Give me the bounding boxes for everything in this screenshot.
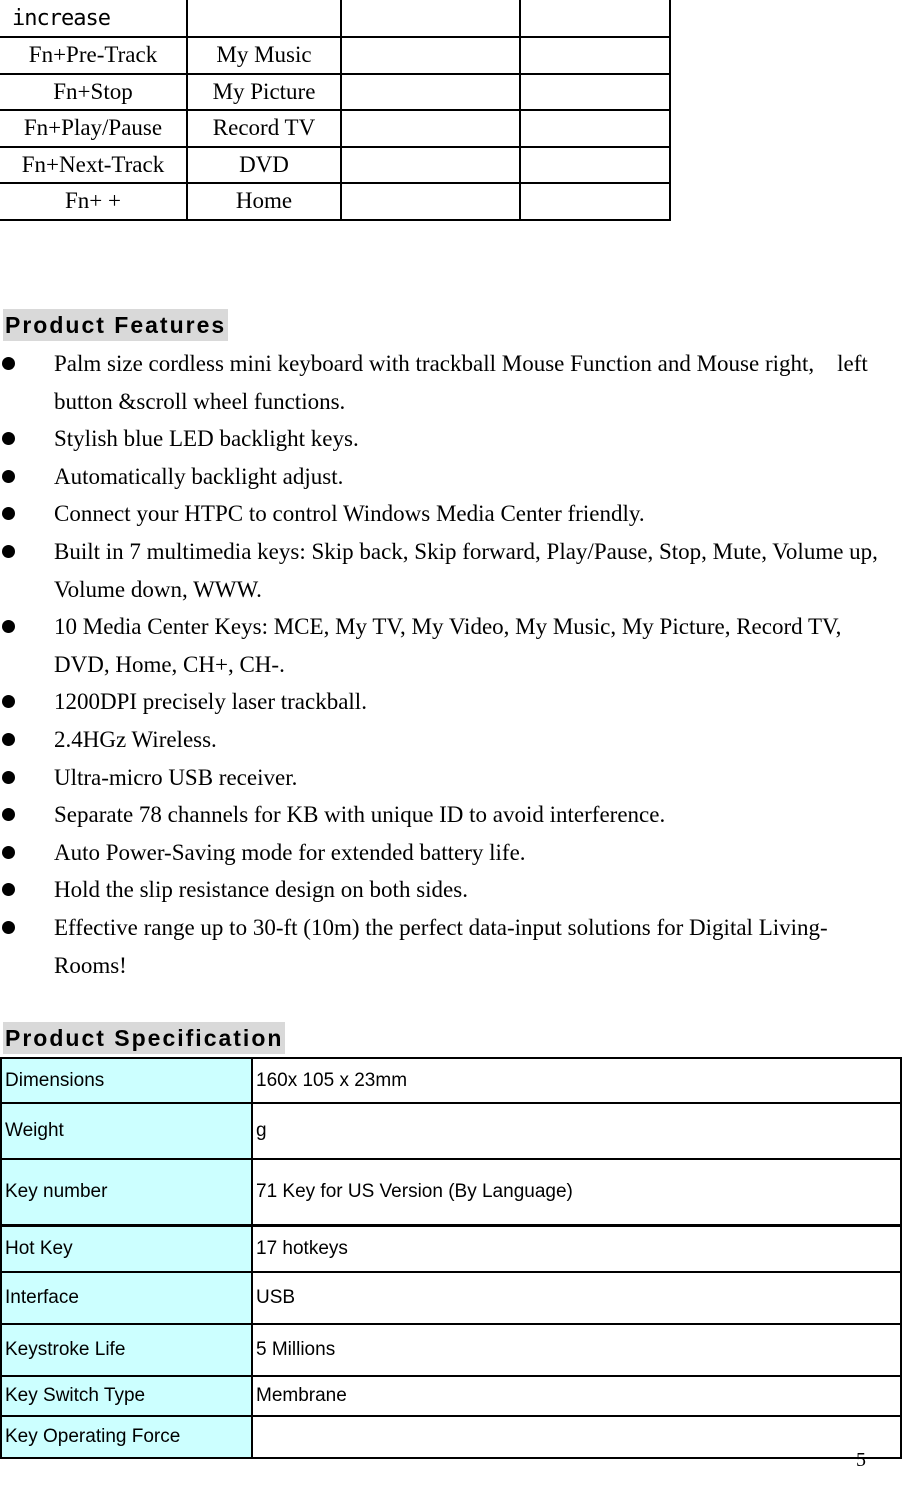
bullet-icon bbox=[2, 507, 15, 520]
bullet-icon bbox=[2, 883, 15, 896]
spec-value bbox=[252, 1416, 901, 1458]
bullet-icon bbox=[2, 357, 15, 370]
hotkey-cell bbox=[341, 37, 520, 74]
feature-text: Connect your HTPC to control Windows Media Center friendly. bbox=[54, 501, 645, 527]
feature-item bbox=[0, 495, 880, 533]
page-number: 5 bbox=[856, 1449, 866, 1471]
feature-text: Auto Power-Saving mode for extended battery life. bbox=[54, 839, 526, 865]
bullet-icon bbox=[2, 620, 15, 633]
feature-item bbox=[0, 834, 880, 872]
feature-item bbox=[0, 796, 880, 834]
hotkey-cell bbox=[341, 0, 520, 37]
spec-row bbox=[1, 1324, 901, 1376]
hotkey-cell: Fn+Next-Track bbox=[0, 147, 187, 184]
spec-row bbox=[1, 1376, 901, 1416]
spec-row bbox=[1, 1272, 901, 1324]
spec-value: Membrane bbox=[252, 1376, 901, 1416]
feature-text: 1200DPI precisely laser trackball. bbox=[54, 689, 367, 715]
bullet-icon bbox=[2, 846, 15, 859]
feature-item bbox=[0, 458, 880, 496]
hotkey-cell bbox=[520, 0, 670, 37]
features-heading: Product Features bbox=[3, 309, 228, 341]
bullet-icon bbox=[2, 808, 15, 821]
bullet-icon bbox=[2, 771, 15, 784]
hotkey-cell bbox=[341, 110, 520, 147]
feature-item bbox=[0, 420, 880, 458]
feature-item bbox=[0, 683, 880, 721]
feature-text: Ultra-micro USB receiver. bbox=[54, 764, 298, 790]
spec-value: 160x 105 x 23mm bbox=[252, 1058, 901, 1103]
bullet-icon bbox=[2, 695, 15, 708]
spec-label: Interface bbox=[1, 1272, 252, 1324]
hotkey-cell bbox=[341, 183, 520, 220]
feature-text: Stylish blue LED backlight keys. bbox=[54, 426, 359, 452]
feature-item bbox=[0, 533, 880, 608]
feature-text: Built in 7 multimedia keys: Skip back, Skip forward, Play/Pause, Stop, Mute, Volume up, Volume down, WWW. bbox=[54, 538, 878, 602]
spec-row bbox=[1, 1103, 901, 1159]
feature-text: Hold the slip resistance design on both sides. bbox=[54, 877, 468, 903]
hotkey-row bbox=[0, 74, 670, 111]
hotkey-cell: Fn+Play/Pause bbox=[0, 110, 187, 147]
feature-item bbox=[0, 345, 880, 420]
hotkey-cell bbox=[187, 0, 341, 37]
spec-label: Weight bbox=[1, 1103, 252, 1159]
spec-value: g bbox=[252, 1103, 901, 1159]
spec-value: 5 Millions bbox=[252, 1324, 901, 1376]
hotkey-row bbox=[0, 37, 670, 74]
spec-row bbox=[1, 1159, 901, 1225]
feature-text: Palm size cordless mini keyboard with trackball Mouse Function and Mouse right, left button &scroll wheel functions. bbox=[54, 351, 868, 414]
hotkey-cell: DVD bbox=[187, 147, 341, 184]
bullet-icon bbox=[2, 470, 15, 483]
hotkey-cell bbox=[520, 74, 670, 111]
hotkey-cell bbox=[520, 183, 670, 220]
hotkey-row bbox=[0, 183, 670, 220]
spec-label: Hot Key bbox=[1, 1225, 252, 1272]
hotkey-cell bbox=[520, 110, 670, 147]
hotkey-cell bbox=[520, 37, 670, 74]
hotkey-cell: Fn+Pre-Track bbox=[0, 37, 187, 74]
feature-item bbox=[0, 759, 880, 797]
specification-heading: Product Specification bbox=[3, 1022, 285, 1054]
bullet-icon bbox=[2, 432, 15, 445]
spec-label: Key Operating Force bbox=[1, 1416, 252, 1458]
specification-table bbox=[0, 1057, 902, 1459]
hotkey-cell: Home bbox=[187, 183, 341, 220]
hotkey-table bbox=[0, 0, 671, 221]
spec-value: 71 Key for US Version (By Language) bbox=[252, 1159, 901, 1225]
hotkey-table-body bbox=[0, 0, 670, 220]
bullet-icon bbox=[2, 733, 15, 746]
specification-table-body bbox=[1, 1058, 901, 1458]
feature-text: 10 Media Center Keys: MCE, My TV, My Video, My Music, My Picture, Record TV, DVD, Home, CH+, CH-. bbox=[54, 614, 842, 677]
feature-text: Effective range up to 30-ft (10m) the perfect data-input solutions for Digital Living-Rooms! bbox=[54, 914, 828, 978]
hotkey-cell: increase bbox=[0, 0, 187, 37]
hotkey-cell: My Picture bbox=[187, 74, 341, 111]
hotkey-cell: My Music bbox=[187, 37, 341, 74]
spec-label: Keystroke Life bbox=[1, 1324, 252, 1376]
feature-item bbox=[0, 608, 880, 683]
spec-label: Key number bbox=[1, 1159, 252, 1225]
bullet-icon bbox=[2, 921, 15, 934]
bullet-icon bbox=[2, 545, 15, 558]
spec-label: Key Switch Type bbox=[1, 1376, 252, 1416]
feature-text: Separate 78 channels for KB with unique ID to avoid interference. bbox=[54, 802, 666, 828]
spec-row bbox=[1, 1416, 901, 1458]
hotkey-row bbox=[0, 0, 670, 37]
hotkey-row bbox=[0, 147, 670, 184]
hotkey-cell: Fn+ + bbox=[0, 183, 187, 220]
hotkey-cell bbox=[520, 147, 670, 184]
hotkey-row bbox=[0, 110, 670, 147]
hotkey-cell: Record TV bbox=[187, 110, 341, 147]
feature-item bbox=[0, 721, 880, 759]
feature-text: 2.4HGz Wireless. bbox=[54, 726, 217, 752]
spec-value: 17 hotkeys bbox=[252, 1225, 901, 1272]
feature-item bbox=[0, 909, 880, 984]
spec-row bbox=[1, 1225, 901, 1272]
hotkey-cell: Fn+Stop bbox=[0, 74, 187, 111]
hotkey-cell bbox=[341, 147, 520, 184]
hotkey-cell bbox=[341, 74, 520, 111]
features-list bbox=[0, 345, 880, 984]
feature-text: Automatically backlight adjust. bbox=[54, 463, 344, 489]
spec-label: Dimensions bbox=[1, 1058, 252, 1103]
feature-item bbox=[0, 871, 880, 909]
spec-value: USB bbox=[252, 1272, 901, 1324]
spec-row bbox=[1, 1058, 901, 1103]
